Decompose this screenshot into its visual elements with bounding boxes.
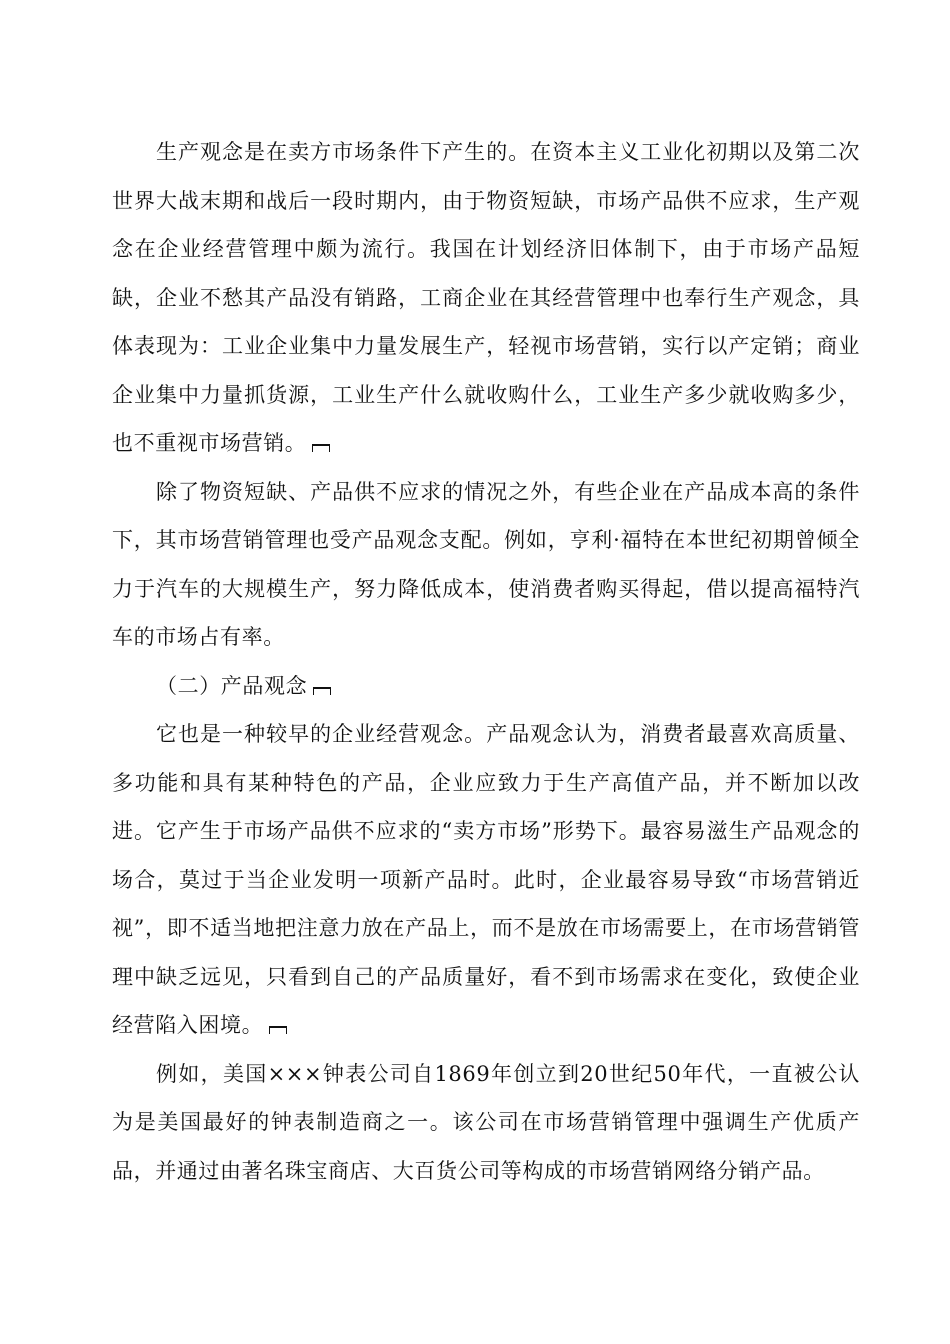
paragraph-watch-example: [112, 1050, 860, 1196]
paragraph-mark-icon: [313, 687, 331, 695]
paragraph-text: 它也是一种较早的企业经营观念。产品观念认为，消费者最喜欢高质量、多功能和具有某种特色的产品，企业应致力于生产高值产品，并不断加以改进。它产生于市场产品供不应求的“卖方市场”形势下。最容易滋生产品观念的场合，莫过于当企业发明一项新产品时。此时，企业最容易导致“市场营销近视”，即不适当地把注意力放在产品上，而不是放在市场需要上，在市场营销管理中缺乏远见，只看到自己的产品质量好，看不到市场需求在变化，致使企业经营陷入困境。: [112, 722, 860, 1037]
paragraph-text: 例如，美国×××钟表公司自1869年创立到20世纪50年代，一直被公认为是美国最好的钟表制造商之一。该公司在市场营销管理中强调生产优质产品，并通过由著名珠宝商店、大百货公司等构成的市场营销网络分销产品。: [112, 1061, 860, 1183]
paragraph-text: 除了物资短缺、产品供不应求的情况之外，有些企业在产品成本高的条件下，其市场营销管理也受产品观念支配。例如，亨利·福特在本世纪初期曾倾全力于汽车的大规模生产，努力降低成本，使消费者购买得起，借以提高福特汽车的市场占有率。: [112, 479, 860, 649]
paragraph-text: 生产观念是在卖方市场条件下产生的。在资本主义工业化初期以及第二次世界大战末期和战后一段时期内，由于物资短缺，市场产品供不应求，生产观念在企业经营管理中颇为流行。我国在计划经济旧体制下，由于市场产品短缺，企业不愁其产品没有销路，工商企业在其经营管理中也奉行生产观念，具体表现为：工业企业集中力量发展生产，轻视市场营销，实行以产定销；商业企业集中力量抓货源，工业生产什么就收购什么，工业生产多少就收购多少，也不重视市场营销。: [112, 140, 860, 455]
document-body: [112, 128, 860, 1195]
paragraph-mark-icon: [312, 444, 330, 452]
paragraph-ford-example: [112, 468, 860, 662]
paragraph-mark-icon: [269, 1026, 287, 1034]
section-heading-product-concept: [112, 662, 860, 711]
section-heading-text: （二）产品观念: [156, 673, 308, 698]
paragraph-product-concept: [112, 710, 860, 1050]
paragraph-production-concept: [112, 128, 860, 468]
